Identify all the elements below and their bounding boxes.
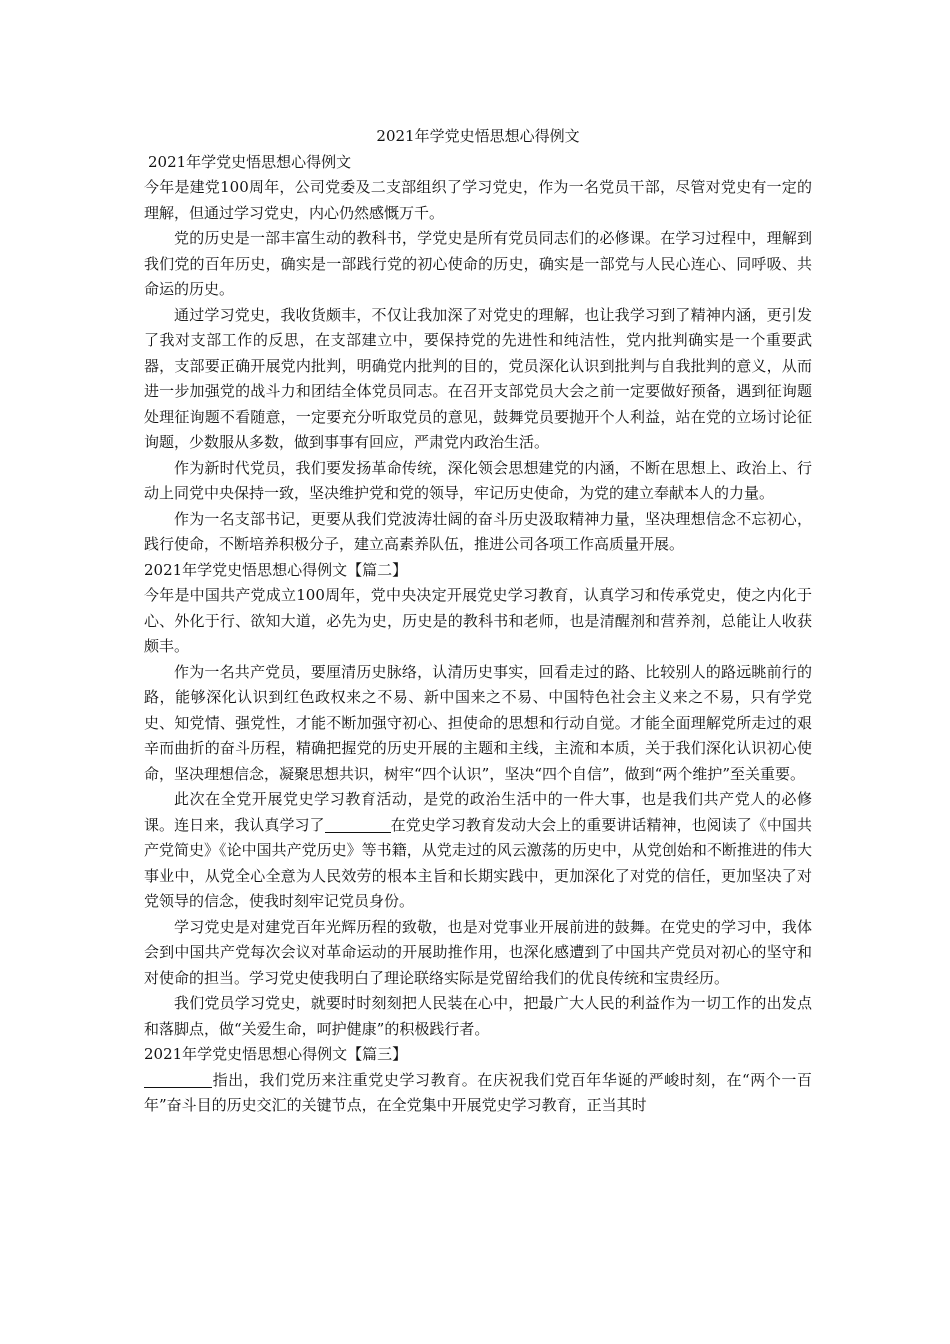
paragraph: 今年是中国共产党成立100周年，党中央决定开展党史学习教育，认真学习和传承党史，使之内化于心、外化于行、欲知大道，必先为史，历史是的教科书和老师，也是清醒剂和营养剂，总能让人收获颇丰。 bbox=[144, 586, 812, 655]
paragraph: 作为一名支部书记，更要从我们党波涛壮阔的奋斗历史汲取精神力量，坚决理想信念不忘初心，践行使命，不断培养积极分子，建立高素养队伍，推进公司各项工作高质量开展。 bbox=[144, 509, 812, 553]
paragraph: 学习党史是对建党百年光辉历程的致敬，也是对党事业开展前进的鼓舞。在党史的学习中，我体会到中国共产党每次会议对革命运动的开展助推作用，也深化感遭到了中国共产党员对初心的坚守和对使命的担当。学习党史使我明白了理论联络实际是党留给我们的优良传统和宝贵经历。 bbox=[144, 917, 812, 987]
blank-underline bbox=[144, 1071, 212, 1088]
paragraph: 我们党员学习党史，就要时时刻刻把人民装在心中，把最广大人民的利益作为一切工作的出发点和落脚点，做“关爱生命，呵护健康”的积极践行者。 bbox=[144, 994, 812, 1038]
blank-underline bbox=[325, 816, 391, 833]
document-body bbox=[144, 124, 812, 1119]
section-heading-part-three: 2021年学党史悟思想心得例文【篇三】 bbox=[144, 1045, 408, 1063]
paragraph: 通过学习党史，我收货颇丰，不仅让我加深了对党史的理解，也让我学习到了精神内涵，更引发了我对支部工作的反思，在支部建立中，要保持党的先进性和纯洁性，党内批判确实是一个重要武器，支部要正确开展党内批判，明确党内批判的目的，党员深化认识到批判与自我批判的意义，从而进一步加强党的战斗力和团结全体党员同志。在召开支部党员大会之前一定要做好预备，遇到征询题处理征询题不看随意，一定要充分听取党员的意见，鼓舞党员要抛开个人利益，站在党的立场讨论征询题，少数服从多数，做到事事有回应，严肃党内政治生活。 bbox=[144, 305, 812, 451]
document-title: 2021年学党史悟思想心得例文 bbox=[376, 127, 580, 145]
paragraph bbox=[144, 787, 812, 915]
paragraph: 作为一名共产党员，要厘清历史脉络，认清历史事实，回看走过的路、比较别人的路远眺前行的路，能够深化认识到红色政权来之不易、新中国来之不易、中国特色社会主义来之不易，只有学党史、知党情、强党性，才能不断加强守初心、担使命的思想和行动自觉。才能全面理解党所走过的艰辛而曲折的奋斗历程，精确把握党的历史开展的主题和主线，主流和本质，关于我们深化认识初心使命，坚决理想信念，凝聚思想共识，树牢“四个认识”，坚决“四个自信”，做到“两个维护”至关重要。 bbox=[144, 662, 812, 783]
paragraph-text: 指出，我们党历来注重党史学习教育。在庆祝我们党百年华诞的严峻时刻，在“两个一百年”奋斗目的历史交汇的关键节点，在全党集中开展党史学习教育，正当其时 bbox=[144, 1070, 812, 1114]
paragraph: 党的历史是一部丰富生动的教科书，学党史是所有党员同志们的必修课。在学习过程中，理解到我们党的百年历史，确实是一部践行党的初心使命的历史，确实是一部党与人民心连心、同呼吸、共命运的历史。 bbox=[144, 229, 812, 298]
paragraph: 作为新时代党员，我们要发扬革命传统，深化领会思想建党的内涵，不断在思想上、政治上、行动上同党中央保持一致，坚决维护党和党的领导，牢记历史使命，为党的建立奉献本人的力量。 bbox=[144, 458, 812, 502]
paragraph bbox=[144, 1068, 812, 1119]
section-heading-part-two: 2021年学党史悟思想心得例文【篇二】 bbox=[144, 560, 408, 579]
paragraph: 今年是建党100周年，公司党委及二支部组织了学习党史，作为一名党员干部，尽管对党史有一定的理解，但通过学习党史，内心仍然感慨万千。 bbox=[144, 178, 812, 222]
paragraph-text: 在党史学习教育发动大会上的重要讲话精神，也阅读了《中国共产党简史》《论中国共产党历史》等书籍，从党走过的风云激荡的历史中，从党创始和不断推进的伟大事业中，从党全心全意为人民效劳的根本主旨和长期实践中，更加深化了对党的信任，更加坚决了对党领导的信念，使我时刻牢记党员身份。 bbox=[144, 815, 812, 910]
paragraph-text: 此次在全党开展党史学习教育活动，是党的政治生活中的一件大事，也是我们共产党人的必修课。连日来，我认真学习了 bbox=[144, 790, 812, 834]
document-subtitle: 2021年学党史悟思想心得例文 bbox=[148, 152, 352, 171]
